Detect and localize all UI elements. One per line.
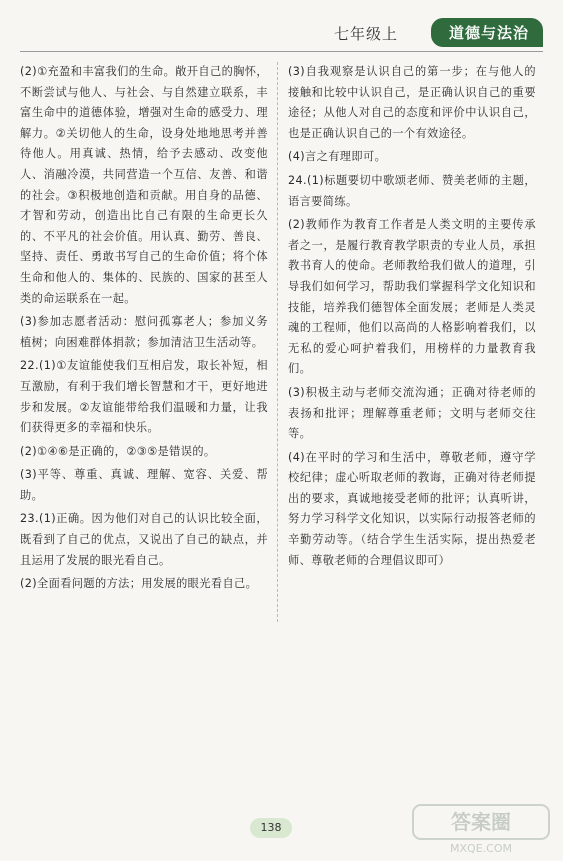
answer-paragraph: (3)自我观察是认识自己的第一步；在与他人的接触和比较中认识自己，是正确认识自己的重要途径；从他人对自己的态度和评价中认识自己，也是正确认识自己的一个有效途径。	[288, 65, 536, 140]
left-column	[20, 62, 268, 598]
answer-paragraph: (2)①④⑥是正确的，②③⑤是错误的。	[20, 444, 216, 458]
answer-paragraph: (4)在平时的学习和生活中，尊敬老师，遵守学校纪律；虚心听取老师的教诲，正确对待老师提出的要求，真诚地接受老师的批评；认真听讲，努力学习科学文化知识，以实际行动报答老师的辛勤劳动等。（结合学生生活实际，提出热爱老师、尊敬老师的合理倡议即可）	[288, 450, 536, 567]
answer-paragraph: (3)积极主动与老师交流沟通；正确对待老师的表扬和批评；理解尊重老师；文明与老师交往等。	[288, 385, 536, 441]
watermark-logo	[411, 803, 551, 855]
answer-paragraph: 23.(1)正确。因为他们对自己的认识比较全面，既看到了自己的优点，又说出了自己的缺点，并且运用了发展的眼光看自己。	[20, 512, 268, 567]
answer-paragraph: (2)①充盈和丰富我们的生命。敞开自己的胸怀，不断尝试与他人、与社会、与自然建立联系，丰富生命中的道德体验，增强对生命的感受力、理解力。②关切他人的生命，设身处地地思考并善待他人。用真诚、热情，给予去感动、改变他人、消融冷漠，共同营造一个互信、友善、和谐的社会。③积极地创造和贡献。用自身的品德、才智和劳动，创造出比自己有限的生命更长久的、不平凡的社会价值。用认真、勤劳、善良、坚持、责任、勇敢书写自己的生命价值；将个体生命和他人的、集体的、民族的、国家的甚至人类的命运联系在一起。	[20, 65, 268, 305]
answer-paragraph: (2)全面看问题的方法；用发展的眼光看自己。	[20, 577, 258, 591]
right-column	[288, 62, 536, 574]
header-rule	[20, 51, 543, 52]
answer-paragraph: (4)言之有理即可。	[288, 150, 387, 164]
column-divider	[277, 62, 278, 622]
page-header	[20, 18, 543, 52]
watermark-logo-text: 答案圈	[451, 810, 511, 834]
answer-paragraph: (3)参加志愿者活动：慰问孤寡老人；参加义务植树；向困难群体捐款；参加清洁卫生活动等。	[20, 315, 268, 349]
page-number: 138	[250, 818, 292, 838]
answer-paragraph: 24.(1)标题要切中歌颂老师、赞美老师的主题，语言要简练。	[288, 173, 536, 208]
grade-label: 七年级上	[333, 25, 398, 43]
subject-badge: 道德与法治	[431, 18, 543, 47]
answer-columns	[20, 62, 543, 622]
watermark-url: MXQE.COM	[450, 842, 512, 855]
answer-paragraph: 22.(1)①友谊能使我们互相启发，取长补短，相互激励，有利于我们增长智慧和才干，更好地进步和发展。②友谊能带给我们温暖和力量，让我们获得更多的幸福和快乐。	[20, 359, 268, 435]
answer-paragraph: (3)平等、尊重、真诚、理解、宽容、关爱、帮助。	[20, 468, 268, 502]
answer-paragraph: (2)教师作为教育工作者是人类文明的主要传承者之一，是履行教育教学职责的专业人员，承担教书育人的使命。老师教给我们做人的道理，引导我们如何学习，帮助我们掌握科学文化知识和技能，培养我们德智体全面发展；老师是人类灵魂的工程师，他们以高尚的人格影响着我们，以无私的爱心呵护着我们，用榜样的力量教育我们。	[288, 218, 536, 376]
